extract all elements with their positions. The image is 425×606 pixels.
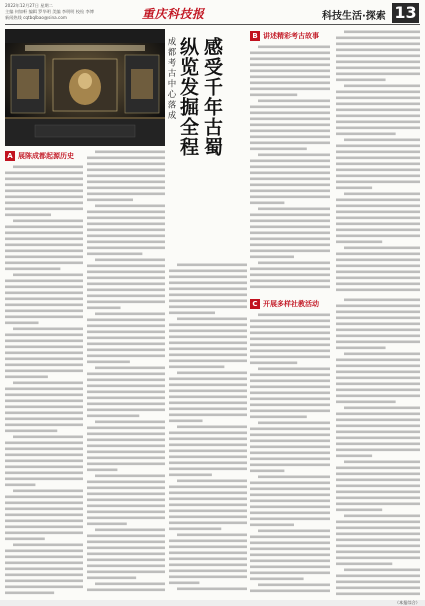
section-heading-b bbox=[250, 31, 330, 41]
text-lines bbox=[336, 297, 420, 597]
byline: （本报综合） bbox=[394, 600, 420, 605]
body-text-col3 bbox=[169, 262, 247, 594]
newspaper-name: 重庆科技报 bbox=[142, 7, 205, 21]
section-badge-b: B bbox=[250, 31, 260, 41]
page-number: 13 bbox=[392, 3, 419, 23]
subheadline: 成都考古中心落成 bbox=[166, 37, 176, 121]
text-lines bbox=[87, 149, 165, 593]
text-lines bbox=[336, 29, 420, 293]
column-5-bottom bbox=[336, 297, 420, 605]
text-lines bbox=[5, 164, 83, 596]
column-2 bbox=[87, 149, 165, 597]
body-text-col7 bbox=[336, 297, 420, 599]
headline-line-1: 感受千年古蜀 bbox=[201, 37, 223, 157]
editor-credits: 主编 何如軒 编辑 罗华明 美编 李明明 校检 李博 bbox=[5, 9, 94, 14]
issue-date: 2022年12月27日 星期二 bbox=[5, 3, 53, 8]
section-badge-a: A bbox=[5, 151, 15, 161]
body-text-col5 bbox=[336, 29, 420, 295]
header-rule bbox=[5, 24, 420, 25]
headline-block bbox=[165, 29, 225, 259]
section-heading-a-text: 展陈成都起源历史 bbox=[18, 152, 74, 160]
section-title: 科技生活·探索 bbox=[322, 11, 386, 22]
section-badge-c: C bbox=[250, 299, 260, 309]
column-1 bbox=[5, 149, 83, 597]
text-lines bbox=[250, 44, 330, 290]
column-4-top bbox=[250, 29, 330, 294]
column-3 bbox=[169, 262, 247, 597]
text-lines bbox=[250, 312, 330, 594]
headline-line-2: 纵览发掘全程 bbox=[177, 37, 199, 157]
body-text-col1 bbox=[5, 164, 83, 598]
section-heading-c-wrap bbox=[169, 297, 247, 311]
body-text-col6 bbox=[250, 312, 330, 596]
text-lines bbox=[169, 262, 247, 592]
column-4-bottom bbox=[250, 297, 330, 597]
section-heading-a bbox=[5, 151, 83, 161]
section-heading-c-text: 开展多样社教活动 bbox=[263, 300, 319, 308]
section-heading-c bbox=[250, 299, 330, 309]
body-text-col2 bbox=[87, 149, 165, 595]
column-5-top bbox=[336, 29, 420, 294]
section-heading-b-text: 讲述精彩考古故事 bbox=[263, 32, 319, 40]
contact-email: 新闻热线 cqtbqlbao@sina.com bbox=[5, 15, 67, 20]
museum-exhibit-photo bbox=[5, 29, 165, 146]
body-text-col4 bbox=[250, 44, 330, 292]
